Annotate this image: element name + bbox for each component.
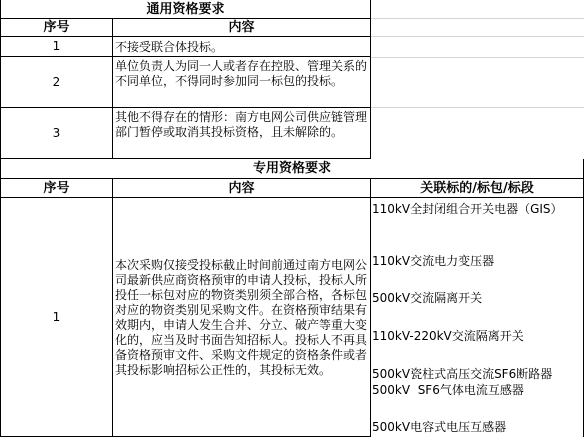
lot-item: 500kV电容式电压互感器 [372, 420, 507, 434]
general-row-3-content: 其他不得存在的情形：南方电网公司供应链管理部门暂停或取消其投标资格，且未解除的。 [113, 108, 371, 159]
general-title: 通用资格要求 [0, 0, 371, 19]
general-row-2-content: 单位负责人为同一人或者存在控股、管理关系的不同单位，不得同时参加同一标包的投标。 [113, 57, 371, 108]
lot-item: 500kV瓷柱式高压交流SF6断路器 [372, 367, 553, 381]
special-header-content: 内容 [113, 179, 371, 198]
special-row-1-no: 1 [0, 198, 113, 437]
gridline [371, 107, 584, 108]
special-header-no: 序号 [0, 179, 113, 198]
general-row-1-no: 1 [0, 37, 113, 57]
special-row-1-content-text: 本次采购仅接受投标截止时间前通过南方电网公司最新供应商资格预审的申请人投标，投标人所投任一标包对应的物资类别须全部合格，各标包对应的物资类别见采购文件。在资格预审结果有效期内，申请人发生合并、分立、破产等重大变化的，应当及时书面告知招标人。投标人不再具备资格预审文件、采购文件规定的资格条件或者其投标影响招标公正性的，其投标无效。 [115, 257, 368, 377]
special-row-1-lots [371, 198, 584, 437]
general-header-no: 序号 [0, 19, 113, 37]
gridline [371, 18, 584, 19]
general-row-2-no: 2 [0, 57, 113, 108]
lot-item: 110kV全封闭组合开关电器（GIS） [372, 202, 563, 216]
general-header-content: 内容 [113, 19, 371, 37]
lot-item: 110kV交流电力变压器 [372, 254, 495, 268]
lot-item: 110kV-220kV交流隔离开关 [372, 329, 524, 343]
general-row-1-content: 不接受联合体投标。 [113, 37, 371, 57]
special-header-lots: 关联标的/标包/标段 [371, 179, 584, 198]
gridline [371, 57, 584, 58]
special-title: 专用资格要求 [0, 159, 584, 179]
gridline [371, 36, 584, 37]
special-row-1-content [113, 198, 371, 437]
lot-item: 500kV SF6气体电流互感器 [372, 383, 524, 397]
general-row-3-no: 3 [0, 108, 113, 159]
lot-item: 500kV交流隔离开关 [372, 291, 483, 305]
